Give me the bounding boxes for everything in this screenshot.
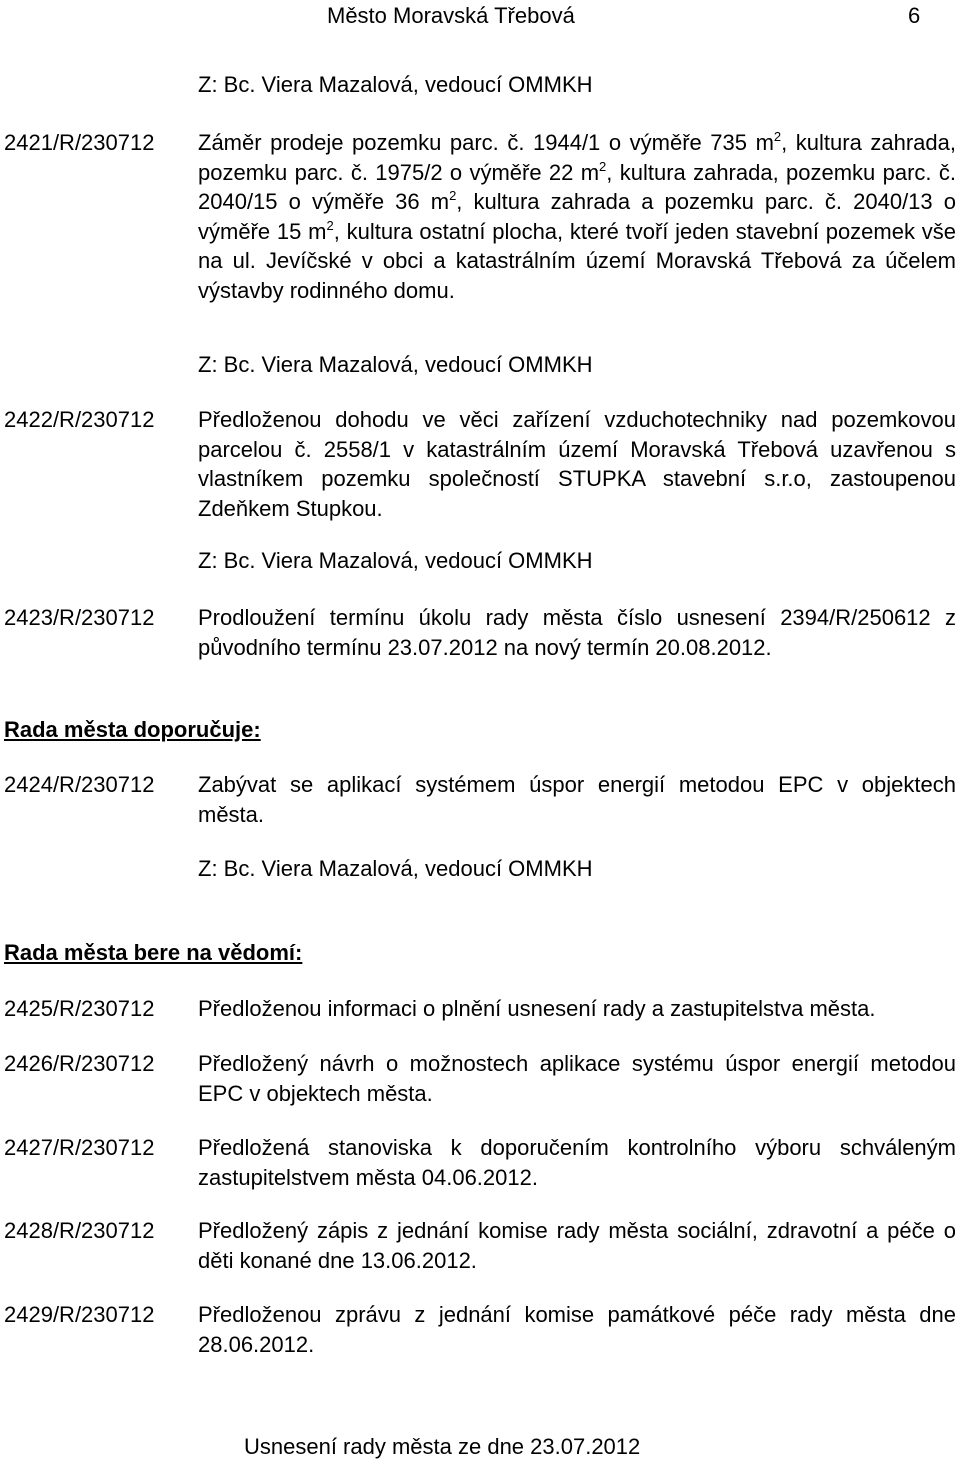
responsible-person: Z: Bc. Viera Mazalová, vedoucí OMMKH [198,548,593,573]
resolution-number: 2424/R/230712 [4,772,155,797]
resolution-number: 2428/R/230712 [4,1218,155,1243]
resolution-text: Předloženou zprávu z jednání komise památkové péče rady města dne 28.06.2012. [198,1302,956,1357]
resolution-text: Předloženou dohodu ve věci zařízení vzduchotechniky nad pozemkovou parcelou č. 2558/1 v katastrálním území Moravská Třebová uzavřenou s vlastníkem pozemku společností STUPKA stavební s.r.o, zastoupenou Zdeňkem Stupkou. [198,407,956,521]
responsible-person: Z: Bc. Viera Mazalová, vedoucí OMMKH [198,72,593,97]
resolution-number: 2429/R/230712 [4,1302,155,1327]
resolution-text: Záměr prodeje pozemku parc. č. 1944/1 o výměře 735 $m^2$, kultura zahrada, pozemku parc. č. 1975/2 o výměře 22 $m^2$, kultura zahrada, pozemku parc. č. 2040/15 o výměře 36 $m^2$, kultura zahrada a pozemku parc. č. 2040/13 o výměře 15 $m^2$, kultura ostatní plocha, které tvoří jeden stavební pozemek vše na ul. Jevíčské v obci a katastrálním území Moravská Třebová za účelem výstavby rodinného domu. [198,129,957,303]
resolution-number: 2427/R/230712 [4,1135,155,1160]
section-heading-recommends: Rada města doporučuje: [4,717,261,742]
page-header [0,2,960,32]
resolution-text: Předloženou informaci o plnění usnesení rady a zastupitelstva města. [198,996,876,1021]
document-title: Město Moravská Třebová [327,3,575,28]
page-footer: Usnesení rady města ze dne 23.07.2012 [244,1434,641,1459]
resolution-number: 2423/R/230712 [4,605,155,630]
resolution-text: Předložený zápis z jednání komise rady města sociální, zdravotní a péče o děti konané dne 13.06.2012. [198,1218,956,1273]
resolution-number: 2422/R/230712 [4,407,155,432]
resolution-text: Prodloužení termínu úkolu rady města číslo usnesení 2394/R/250612 z původního termínu 23.07.2012 na nový termín 20.08.2012. [198,605,956,660]
resolution-number: 2421/R/230712 [4,130,155,155]
page-number: 6 [908,3,921,28]
resolution-number: 2426/R/230712 [4,1051,155,1076]
responsible-person: Z: Bc. Viera Mazalová, vedoucí OMMKH [198,856,593,881]
resolution-text: Zabývat se aplikací systémem úspor energií metodou EPC v objektech města. [198,772,956,827]
resolution-number: 2425/R/230712 [4,996,155,1021]
resolution-text: Předložená stanoviska k doporučením kontrolního výboru schváleným zastupitelstvem města 04.06.2012. [198,1135,956,1190]
responsible-person: Z: Bc. Viera Mazalová, vedoucí OMMKH [198,352,593,377]
resolution-text: Předložený návrh o možnostech aplikace systému úspor energií metodou EPC v objektech města. [198,1051,956,1106]
section-heading-acknowledges: Rada města bere na vědomí: [4,940,303,965]
